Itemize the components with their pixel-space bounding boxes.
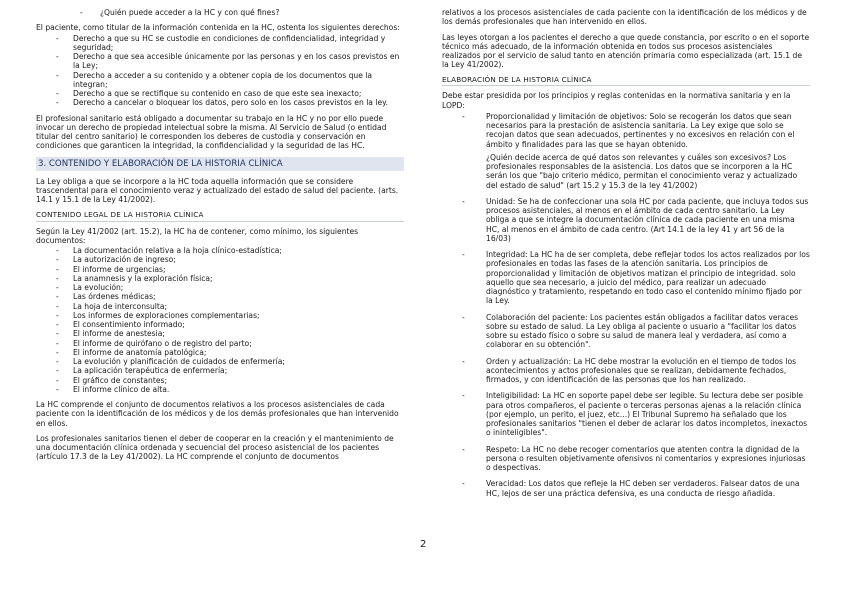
list-item: - Derecho a que su HC se custodie en condiciones de confidencialidad, integridad y seguridad; <box>36 34 404 53</box>
documents-list <box>36 246 404 394</box>
rights-list <box>36 34 404 108</box>
list-item: - La anamnesis y la exploración física; <box>36 274 404 283</box>
list-item: - El gráfico de constantes; <box>36 376 404 385</box>
paragraph: La HC comprende el conjunto de documentos relativos a los procesos asistenciales de cada paciente con la identificación de los médicos y de los demás profesionales que han intervenido en ellos. <box>36 400 399 428</box>
principle-title: Colaboración del paciente: <box>486 312 588 322</box>
list-item: - Los informes de exploraciones complementarias; <box>36 311 404 320</box>
list-item: - La autorización de ingreso; <box>36 255 404 264</box>
paragraph: El paciente, como titular de la información contenida en la HC, ostenta los siguientes derechos: <box>36 23 400 33</box>
subheading: CONTENIDO LEGAL DE LA HISTORIA CLÍNICA <box>36 211 404 222</box>
paragraph: Las leyes otorgan a los pacientes el derecho a que quede constancia, por escrito o en el soporte técnico más adecuado, de la información obtenida en todos sus procesos asistenciales realizados por el servicio de salud tanto en atención primaria como especializada (art. 15.1 de la Ley 41/2002). <box>442 32 810 70</box>
left-column <box>36 8 404 468</box>
principle-text: La HC en soporte papel debe ser legible. Su lectura debe ser posible para otros compañeros, el paciente o terceras personas ajenas a la relación clínica (por ejemplo, un perito, el juez, etc...) El Tribunal Supremo ha señalado que los profesionales sanitarios "tienen el deber de aclarar los datos incompletos, inexactos o ininteligibles". <box>486 391 808 438</box>
list-item: - Las órdenes médicas; <box>36 292 404 301</box>
principles-list-continued <box>442 197 810 498</box>
paragraph: relativos a los procesos asistenciales de cada paciente con la identificación de los médicos y de los demás profesionales que han intervenido en ellos. <box>442 8 807 27</box>
right-column <box>442 8 810 505</box>
list-item: - La evolución y planificación de cuidados de enfermería; <box>36 357 404 366</box>
list-item: - ¿Quién puede acceder a la HC y con qué fines? <box>36 8 404 17</box>
principle-text: La HC debe mostrar la evolución en el tiempo de todos los acontecimientos y actos profesionales que se realizan, debidamente fechados, firmados, y con identificación de las personas que los han realizado. <box>486 356 797 385</box>
list-item: - La aplicación terapéutica de enfermería; <box>36 366 404 375</box>
principle-text: La HC no debe recoger comentarios que atenten contra la dignidad de la persona o resulten objetivamente ofensivos ni comentarios y expresiones injuriosas o despectivas. <box>486 444 806 473</box>
list-item: - Derecho a que sea accesible únicamente por las personas y en los casos previstos en la Ley; <box>36 52 404 71</box>
principle-item <box>442 357 810 385</box>
paragraph: El profesional sanitario está obligado a documentar su trabajo en la HC y no por ello puede invocar un derecho de propiedad intelectual sobre la misma. Al Servicio de Salud (o entidad titular del centro sanitario) le corresponden los deberes de custodia y conservación en condiciones que garanticen la integridad, la confidencialidad y la seguridad de las HC. <box>36 113 387 151</box>
principle-text: Se ha de confeccionar una sola HC por cada paciente, que incluya todos sus procesos asistenciales, al menos en el ámbito de cada centro sanitario. La Ley obliga a que se integre la documentación clínica de cada paciente en una misma HC, al menos en el ámbito de cada centro. (Art 14.1 de la ley 41 y art 56 de la 16/03) <box>486 196 809 243</box>
subheading: ELABORACIÓN DE LA HISTORIA CLÍNICA <box>442 76 810 87</box>
principle-item <box>442 479 810 498</box>
principle-item <box>442 391 810 437</box>
list-item: - El consentimiento informado; <box>36 320 404 329</box>
principle-text: La HC ha de ser completa, debe reflejar todos los actos realizados por los profesionales en todas las fases de la atención sanitaria. Los principios de proporcionalidad y limitación de objetivos matizan el principio de integridad. solo aquello que sea necesario, a juicio del médico, para realizar un adecuado diagnóstico y tratamiento, respetando en todo caso el contenido mínimo fijado por la Ley. <box>486 250 810 306</box>
inline-question: ¿Quién decide acerca de qué datos son relevantes y cuáles son excesivos? Los profesionales responsables de la asistencia. Los datos que se incorporen a la HC serán los que "bajo criterio médico, permitan el conocimiento veraz y actualizado del estado de salud" (art 15.2 y 15.3 de la ley 41/2002) <box>486 152 798 190</box>
principle-text: Solo se recogerán los datos que sean necesarios para la prestación de asistencia sanitaria. La Ley exige que solo se recojan datos que sean adecuados, pertinentes y no excesivos en relación con el ámbito y finalidades para las que se hayan obtenido. <box>486 111 795 149</box>
principle-title: Respeto: <box>486 444 520 454</box>
list-item: - La hoja de interconsulta; <box>36 302 404 311</box>
list-item: - La evolución; <box>36 283 404 292</box>
principle-item <box>442 197 810 243</box>
question-list <box>36 8 404 17</box>
list-item: - El informe clínico de alta. <box>36 385 404 394</box>
principle-title: Integridad: <box>486 250 528 260</box>
principles-list <box>442 112 810 149</box>
list-item: - Derecho a acceder a su contenido y a obtener copia de los documentos que la integran; <box>36 71 404 90</box>
principle-text: Los pacientes están obligados a facilitar datos veraces sobre su estado de salud. La Ley obliga al paciente o usuario a "facilitar los datos sobre su estado físico o sobre su salud de manera leal y verdadera, así como a colaborar en su obtención". <box>486 312 799 350</box>
section-heading: 3. CONTENIDO Y ELABORACIÓN DE LA HISTORIA CLÍNICA <box>36 157 404 171</box>
principle-title: Inteligibilidad: <box>486 391 540 401</box>
list-item: - Derecho a que se rectifique su contenido en caso de que este sea inexacto; <box>36 89 404 98</box>
paragraph: Según la Ley 41/2002 (art. 15.2), la HC ha de contener, como mínimo, los siguientes documentos: <box>36 226 359 245</box>
paragraph: Debe estar presidida por los principios y reglas contenidas en la normativa sanitaria y en la LOPD: <box>442 91 791 110</box>
principle-title: Orden y actualización: <box>486 356 572 366</box>
principle-item <box>442 112 810 149</box>
list-item: - La documentación relativa a la hoja clínico-estadística; <box>36 246 404 255</box>
principle-title: Veracidad: <box>486 479 527 489</box>
paragraph: La Ley obliga a que se incorpore a la HC toda aquella información que se considere trascendental para el conocimiento veraz y actualizado del estado de salud del paciente. (arts. 14.1 y 15.1 de la Ley 41/2002). <box>36 176 399 205</box>
list-item: - El informe de anestesia; <box>36 329 404 338</box>
list-item: - El informe de urgencias; <box>36 265 404 274</box>
principle-item <box>442 445 810 473</box>
principle-title: Proporcionalidad y limitación de objetivos: <box>486 111 648 121</box>
list-item: - El informe de anatomía patológica; <box>36 348 404 357</box>
principle-item <box>442 250 810 306</box>
page-number: 2 <box>420 539 427 550</box>
paragraph: Los profesionales sanitarios tienen el deber de cooperar en la creación y el mantenimiento de una documentación clínica ordenada y secuencial del proceso asistencial de los pacientes (artículo 17.3 de la Ley 41/2002). La HC comprende el conjunto de documentos <box>36 433 394 462</box>
principle-text: Los datos que refleje la HC deben ser verdaderos. Falsear datos de una HC, lejos de ser una práctica defensiva, es una conducta de riesgo añadida. <box>486 479 800 498</box>
list-item: - Derecho a cancelar o bloquear los datos, pero solo en los casos previstos en la ley. <box>36 98 404 107</box>
principle-item <box>442 313 810 350</box>
principle-title: Unidad: <box>486 196 516 206</box>
list-item: - El informe de quirófano o de registro del parto; <box>36 339 404 348</box>
